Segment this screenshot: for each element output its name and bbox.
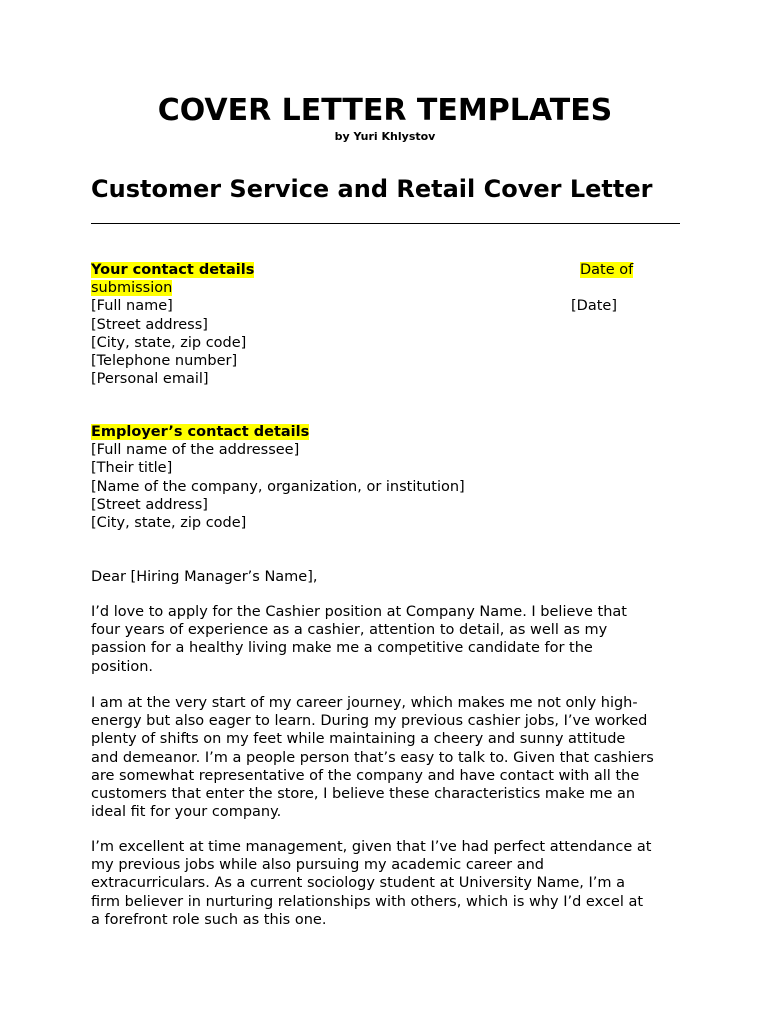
paragraph-line: passion for a healthy living make me a competitive candidate for the: [91, 640, 593, 657]
author-byline: by Yuri Khlystov: [334, 130, 436, 143]
paragraph-line: ideal fit for your company.: [91, 804, 282, 821]
employer-contact-block: [91, 423, 465, 532]
body-paragraph-3: [91, 838, 691, 929]
paragraph-line: extracurriculars. As a current sociology student at University Name, I’m a: [91, 875, 626, 892]
sender-telephone: [Telephone number]: [91, 353, 238, 370]
paragraph-line: plenty of shifts on my feet while maintaining a cheery and sunny attitude: [91, 731, 626, 748]
salutation: [91, 568, 691, 586]
document-title: Customer Service and Retail Cover Letter: [91, 175, 653, 203]
employer-street-address: [Street address]: [91, 496, 208, 513]
paragraph-line: I am at the very start of my career journey, which makes me not only high-: [91, 695, 638, 711]
paragraph-line: are somewhat representative of the company and have contact with all the: [91, 767, 640, 784]
paragraph-line: a forefront role such as this one.: [91, 911, 327, 928]
date-heading: [580, 261, 633, 279]
employer-heading: Employer’s contact details: [91, 424, 310, 440]
sender-contact-block: [91, 261, 254, 388]
title-divider: [91, 223, 680, 224]
paragraph-line: customers that enter the store, I believe these characteristics make me an: [91, 786, 636, 803]
sender-email: [Personal email]: [91, 371, 209, 388]
employer-full-name: [Full name of the addressee]: [91, 442, 300, 459]
sender-heading: Your contact details: [91, 262, 255, 278]
date-heading-text: Date of: [580, 262, 634, 278]
paragraph-line: I’d love to apply for the Cashier position at Company Name. I believe that: [91, 604, 627, 620]
paragraph-line: firm believer in nurturing relationships with others, which is why I’d excel at: [91, 893, 644, 910]
templates-title: COVER LETTER TEMPLATES: [157, 93, 613, 128]
sender-city-state-zip: [City, state, zip code]: [91, 334, 247, 351]
employer-title: [Their title]: [91, 460, 173, 477]
employer-city-state-zip: [City, state, zip code]: [91, 515, 247, 532]
paragraph-line: and demeanor. I’m a people person that’s easy to talk to. Given that cashiers: [91, 749, 654, 766]
paragraph-line: my previous jobs while also pursuing my academic career and: [91, 857, 545, 874]
sender-street-address: [Street address]: [91, 316, 208, 333]
body-paragraph-2: [91, 694, 691, 821]
salutation-text: Dear [Hiring Manager’s Name],: [91, 569, 318, 585]
paragraph-line: energy but also eager to learn. During my previous cashier jobs, I’ve worked: [91, 713, 648, 730]
body-paragraph-1: [91, 603, 691, 676]
date-heading-wrap: submission: [91, 280, 173, 297]
sender-full-name: [Full name]: [91, 298, 173, 315]
employer-organization: [Name of the company, organization, or institution]: [91, 478, 465, 495]
date-value: [Date]: [571, 298, 617, 314]
paragraph-line: I’m excellent at time management, given that I’ve had perfect attendance at: [91, 839, 652, 855]
paragraph-line: four years of experience as a cashier, attention to detail, as well as my: [91, 622, 608, 639]
paragraph-line: position.: [91, 658, 154, 675]
